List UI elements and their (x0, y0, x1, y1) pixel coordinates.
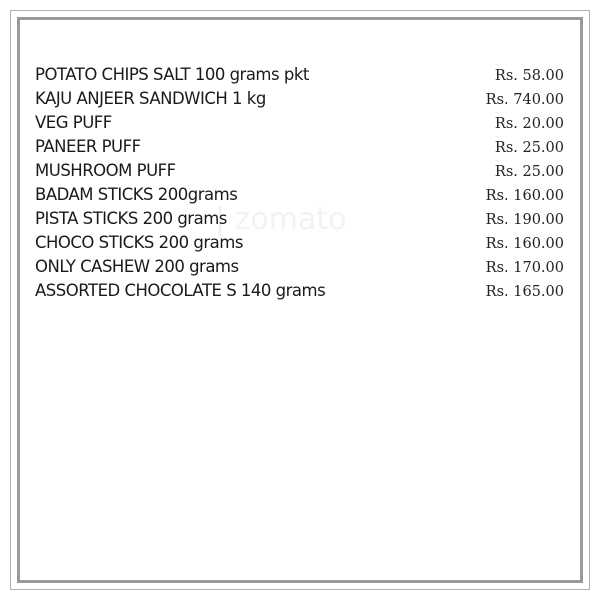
watermark: | zomato (215, 202, 347, 237)
menu-item (35, 209, 564, 233)
item-price: Rs. 20.00 (494, 116, 564, 132)
menu-item (35, 233, 564, 257)
item-price: Rs. 740.00 (485, 92, 564, 108)
item-price: Rs. 160.00 (485, 236, 564, 252)
menu-list (35, 65, 564, 305)
item-name: BADAM STICKS 200grams (35, 185, 238, 204)
item-name: MUSHROOM PUFF (35, 161, 176, 180)
item-name: PISTA STICKS 200 grams (35, 209, 227, 228)
menu-item (35, 137, 564, 161)
item-price: Rs. 58.00 (494, 68, 564, 84)
item-name: ASSORTED CHOCOLATE S 140 grams (35, 281, 326, 300)
menu-item (35, 65, 564, 89)
item-price: Rs. 25.00 (494, 140, 564, 156)
item-name: PANEER PUFF (35, 137, 141, 156)
menu-item (35, 281, 564, 305)
item-name: VEG PUFF (35, 113, 112, 132)
item-price: Rs. 165.00 (485, 284, 564, 300)
item-name: POTATO CHIPS SALT 100 grams pkt (35, 65, 309, 84)
item-price: Rs. 25.00 (494, 164, 564, 180)
menu-item (35, 185, 564, 209)
item-price: Rs. 160.00 (485, 188, 564, 204)
item-price: Rs. 170.00 (485, 260, 564, 276)
menu-item (35, 257, 564, 281)
item-name: CHOCO STICKS 200 grams (35, 233, 243, 252)
item-price: Rs. 190.00 (485, 212, 564, 228)
menu-item (35, 113, 564, 137)
item-name: ONLY CASHEW 200 grams (35, 257, 239, 276)
menu-item (35, 161, 564, 185)
item-name: KAJU ANJEER SANDWICH 1 kg (35, 89, 266, 108)
menu-item (35, 89, 564, 113)
